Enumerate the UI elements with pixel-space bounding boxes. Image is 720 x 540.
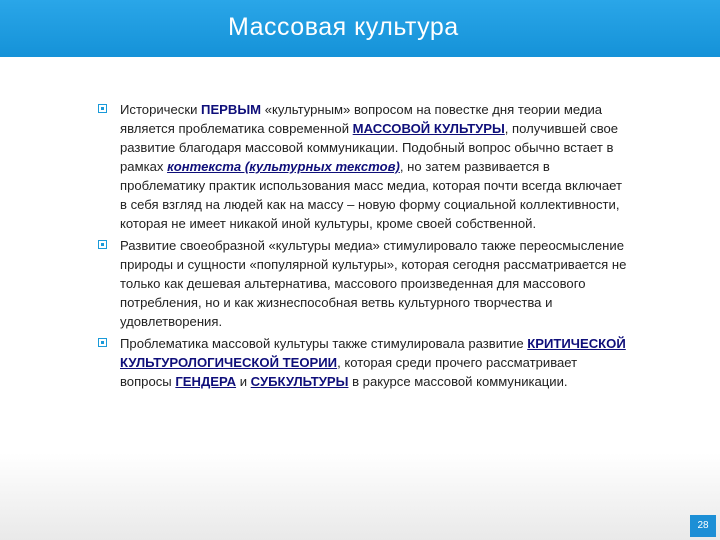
slide-body [0, 57, 720, 540]
bullet-text [120, 102, 622, 231]
text-run: Исторически [120, 102, 202, 117]
bullet-item [112, 236, 632, 331]
text-run: , которая среди прочего рассматривает вопросы [120, 355, 578, 389]
bullet-item [112, 334, 632, 391]
text-run: Развитие своеобразной «культуры медиа» стимулировало также переосмысление природы и сущности «популярной культуры», которая сегодня рассматривается не только как дешевая альтернатива, массового произведенная для массового потребления, но и как жизнеспособная ветвь культурного творчества и удовлетворения. [120, 238, 627, 329]
text-run: Проблематика массовой культуры также стимулировала развитие [120, 336, 528, 351]
title-bar [0, 0, 720, 57]
emphasized-term: ПЕРВЫМ [201, 102, 262, 117]
emphasized-term: КРИТИЧЕСКОЙ КУЛЬТУРОЛОГИЧЕСКОЙ ТЕОРИИ [120, 336, 626, 370]
square-bullet-icon [98, 104, 107, 113]
bullet-list [112, 100, 632, 394]
slide-title: Массовая культура [228, 13, 459, 41]
text-run: , но затем развивается в проблематику практик использования масс медиа, которая почти всегда включает в себя взгляд на людей как на массу – новую форму социальной коллективности, которая не имеет никакой иной культуры, кроме своей собственной. [120, 159, 622, 231]
text-run: «культурным» вопросом на повестке дня теории медиа является проблематика современной [120, 102, 603, 136]
text-run: , получившей свое развитие благодаря массовой коммуникации. Подобный вопрос обычно встает в рамках [120, 121, 619, 174]
bullet-item [112, 100, 632, 233]
square-bullet-icon [98, 338, 107, 347]
bullet-text [120, 336, 626, 389]
square-bullet-icon [98, 240, 107, 249]
bullet-text [120, 238, 626, 329]
emphasized-term: контекста (культурных текстов) [167, 159, 400, 174]
emphasized-term: ГЕНДЕРА [175, 374, 237, 389]
emphasized-term: МАССОВОЙ КУЛЬТУРЫ [352, 121, 505, 136]
text-run: и [236, 374, 251, 389]
page-number-badge: 28 [690, 515, 716, 537]
emphasized-term: СУБКУЛЬТУРЫ [250, 374, 349, 389]
text-run: в ракурсе массовой коммуникации. [348, 374, 568, 389]
